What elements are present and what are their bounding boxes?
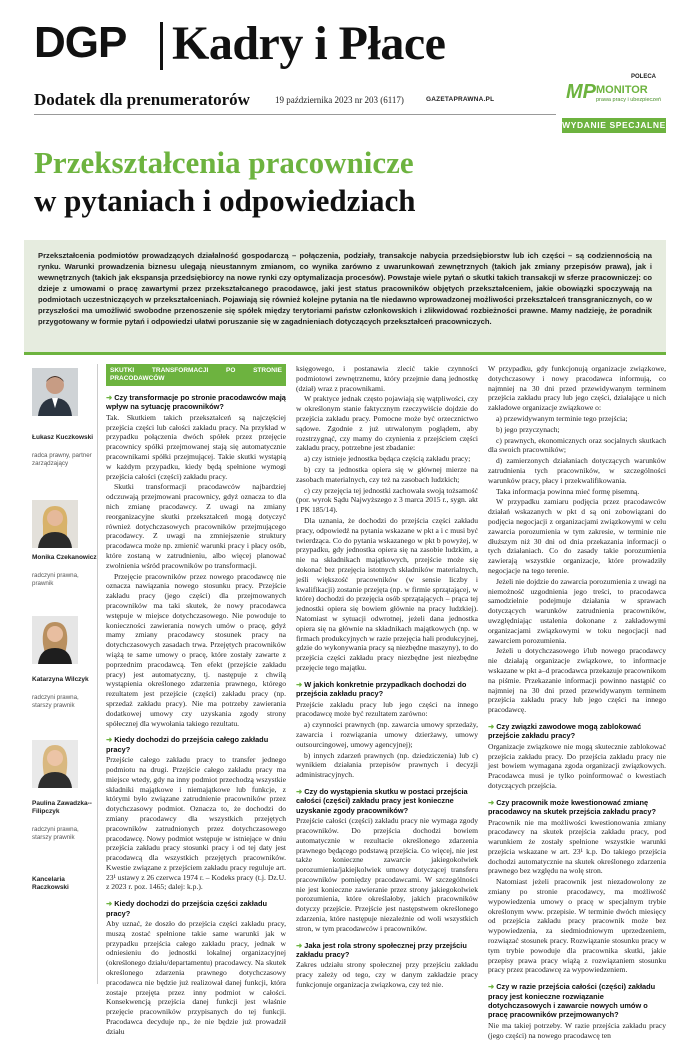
answer-paragraph: a) czy istnieje jednostka będąca częścią zakładu pracy; <box>304 454 471 464</box>
question: ➜ W jakich konkretnie przypadkach dochodzi do przejścia zakładu pracy? <box>296 679 467 699</box>
answer-paragraph: c) czy przejęcia tej jednostki zachowała swoją tożsamość (por. wyrok Sądu Najwyższego z 3 marca 2015 r., sygn. akt I PK 185/14). <box>296 485 478 515</box>
author-name: Kancelaria Raczkowski <box>32 876 69 891</box>
arrow-icon: ➜ <box>296 786 303 796</box>
question: ➜ Czy do wystąpienia skutku w postaci przejścia całości (części) zakładu pracy jest konieczne uzyskanie zgody pracowników? <box>296 786 468 815</box>
answer-paragraph: Skutki transformacji pracodawców najbardziej odczuwają przejmowani pracownicy, gdyż oznacza to dla nich zmianę pracodawcy. Z uwagi na zmiany reorganizacyjne skutki przekształceń mogą dotyczyć również dotychczasowych pracowników przejmującego pracodawcy. Z uwagi na zmniejszenie struktury pracodawca może np. zmienić warunki pracy i płacy osób, które zostaną w zatrudnieniu, albo więcej planować zwolnienia wśród pracowników po transformacji. <box>106 482 286 570</box>
answer-paragraph: c) prawnych, ekonomicznych oraz socjalnych skutkach dla swoich pracowników; <box>488 435 666 455</box>
author-name: Katarzyna Wilczyk <box>32 676 89 683</box>
monitor-tagline: prawa pracy i ubezpieczeń <box>596 97 662 103</box>
answer-paragraph: Natomiast jeżeli pracownik jest niezadowolony ze zmiany po stronie pracodawcy, ma możliwość wypowiedzenia umowy o pracę w specjalnym trybie określonym www. przepisie. W terminie dwóch miesięcy od przejścia zakładu pracy pracownik może bez wypowiedzenia, za siedmiodniowym uprzedzeniem, rozwiązać stosunek pracy. Rozwiązanie stosunku pracy w tym trybie powoduje dla pracownika skutki, jakie przepisy prawa pracy wiążą z rozwiązaniem stosunku pracy przez pracodawcę za wypowiedzeniem. <box>488 877 666 975</box>
special-edition-badge: WYDANIE SPECJALNE <box>562 118 666 133</box>
answer-paragraph: Jeżeli nie dojdzie do zawarcia porozumienia z uwagi na niemożność uzgodnienia jego treści, to pracodawca samodzielnie podejmuje działania w sprawach dotyczących warunków zatrudnienia pracowników, uwzględniając ustalenia dokonane z zakładowymi organizacjami związkowymi w toku negocjacji nad zawarciem porozumienia. <box>488 576 666 645</box>
author-role: radczyni prawna, starszy prawnik <box>32 694 79 709</box>
author-role: radczyni prawna, prawnik <box>32 572 79 587</box>
answer-paragraph: Przejęcie pracowników przez nowego pracodawcę nie oznacza nawiązania nowego stosunku pracy. Przejście zakładu pracy (jego części) dla przejmowanych pracowników ma taki skutek, że nowy pracodawca wstępuje w miejsce dotychczasowego. Nie powoduje to konieczności zawierania nowych umów o pracę, gdyż mamy zmiany pracodawcy stosunek pracy na dotychczasowych zasadach trwa. Przejętych pracowników wiążą te same umowy o pracę, które zostały zawarte z poprzednim pracodawcą. Ten efekt (przejście zakładu pracy) jest automatyczny, tj. następuje z chwilą wystąpienia określonego zdarzenia prawnego, którego rezultatem jest przejście (części) zakładu pracy (np. sprzedaż zakładu pracy). Nie ma potrzeby zawierania dodatkowej umowy czy uzyskania zgody strony spółecznej dla wywołania takiego rezultatu. <box>106 571 286 728</box>
answer-paragraph: Przejście całego zakładu pracy to transfer jednego podmiotu na drugi. Przejście całego zakładu pracy ma miejsce wtedy, gdy na inny podmiot przechodzą wszystkie składniki majątkowe i niemajątkowe lub funkcje, z którymi było związane zatrudnienie pracowników przez dotychczasowy podmiot. Oznacza to, że dochodzi do zmiany pracodawcy dla wszystkich przejętych pracowników zatrudnionych przez dotychczasowego pracodawcę. Nowy podmiot wstępuje w istniejące w dniu przejścia zakładu pracy stosunki pracy i od tej daty jest pracodawcą dla wszystkich przejętych pracowników. Kwestie związane z przejściem zakładu pracy reguluje art. 23¹ ustawy z 26 czerwca 1974 r. – Kodeks pracy (t.j. Dz.U. z 2023 r. poz. 1465; dalej: k.p.). <box>106 755 286 892</box>
author-portrait <box>32 616 78 664</box>
question: ➜ Czy pracownik może kwestionować zmianę pracodawcy na skutek przejścia zakładu pracy? <box>488 797 657 817</box>
answer-paragraph: Zakres udziału strony społecznej przy przejściu zakładu pracy zależy od tego, czy w danym zakładzie pracy funkcjonuje organizacja związkowa, czy też nie. <box>296 960 478 990</box>
arrow-icon: ➜ <box>488 982 495 992</box>
answer-paragraph: Nie ma takiej potrzeby. W razie przejścia zakładu pracy (jego części) na nowego pracodawcę ten <box>488 1020 666 1040</box>
question: ➜ Jaka jest rola strony społecznej przy przejściu zakładu pracy? <box>296 940 467 960</box>
answer-paragraph: Przejście całości (części) zakładu pracy nie wymaga zgody pracowników. Do przejścia dochodzi bowiem automatycznie w rezultacie określonego zdarzenia prawnego będącego podstawą przejścia. Co więcej, nie jest także konieczne zawarcie jakiegokolwiek porozumienia/jakiejkolwiek umowy dotyczącej transferu pracowników pomiędzy pracodawcami. W szczególności nie jest konieczne zawieranie przez strony jakiegokolwiek porozumienia, które określałoby, jakich pracowników dotyczy przejście. Przejście jest następstwem określonego zdarzenia, które następuje niezależnie od woli wszystkich stron, w tym pracodawców i pracowników. <box>296 816 478 933</box>
monitor-mp-mark: MP <box>566 81 596 103</box>
monitor-name: MONITOR <box>596 84 648 96</box>
masthead <box>34 16 654 78</box>
answer-paragraph: b) czy ta jednostka opiera się w głównej mierze na zasobach materialnych, czy też na zasobach ludzkich; <box>296 464 478 484</box>
author-role: radczyni prawna, starszy prawnik <box>32 826 79 841</box>
article-column-2 <box>296 364 478 990</box>
question: ➜ Czy związki zawodowe mogą zablokować przejście zakładu pracy? <box>488 721 642 741</box>
article-column-1 <box>106 364 286 1036</box>
question: ➜ Kiedy dochodzi do przejścia części zakładu pracy? <box>106 899 267 918</box>
lead-paragraph: Przekształcenia podmiotów prowadzących działalność gospodarczą – połączenia, podziały, transakcje nabycia przedsiębiorstw lub ich części – są codziennością na rynku. Warunki prowadzenia biznesu ulegają nieustannym zmianom, co wynika zarówno z uwarunkowań zewnętrznych (takich jak zmiany przepisów prawa), jak i wewnętrznych (takich jak ekspansja przedsiębiorcy na nowe rynki czy optymalizacja procesów). Powstaje wiele pytań o skutki takich transakcji w sferze pracowniczej: co dzieje z umowami o pracę zawartymi przez przekształcanego pracodawcę, jaki jest status pracowników objętych przekształceniem, jakie obowiązki spoczywają na podmiotach uczestniczących w przekształceniach. Pojawiają się również kolejne pytania na tle niedawno wprowadzonej możliwości przekształceń transgranicznych, co w przyszłości ma umożliwić swobodne przenoszenie się spółek między terytoriami państw członkowskich i zlikwidować rozbieżności prawne. Mamy nadzieję, że poradnik przygotowany w formie pytań i odpowiedzi ułatwi poruszanie się w zagadnieniach dotyczących przekształceń pracowniczych. <box>24 240 666 352</box>
site-link[interactable]: GAZETAPRAWNA.PL <box>426 96 495 103</box>
headline-line-1: Przekształcenia pracownicze <box>34 145 414 180</box>
lead-underline <box>24 352 666 355</box>
author-portrait <box>32 368 78 416</box>
author-name: Monika Czekanowicz <box>32 554 97 561</box>
answer-paragraph: Przejście zakładu pracy lub jego części na innego pracodawcę może być rezultatem zarówno: <box>296 699 478 719</box>
answer-paragraph: b) jego przyczynach; <box>496 424 560 434</box>
arrow-icon: ➜ <box>106 735 113 745</box>
answer-paragraph: W przypadku zamiaru podjęcia przez pracodawców działań wskazanych w pkt d są oni zobowiązani do podjęcia negocjacji z organizacjami związkowymi w celu zawarcia porozumienia w tym zakresie, w terminie nie dłuższym niż 30 dni od dnia przekazania informacji o tych działaniach. Co do zasady takie porozumienia zawierają wszystkie organizacje, które prowadziły negocjacje na tego terenie. <box>488 497 666 575</box>
author-role: radca prawny, partner zarządzający <box>32 452 92 467</box>
answer-paragraph: Dla uznania, że dochodzi do przejścia części zakładu pracy, odpowiedź na pytania wskazane w pkt a i c musi być twierdząca. Co do pytania wskazanego w pkt b powyżej, w przypadku, gdy jednostka opiera się na zasobie ludzkim, a nie na składnikach majątkowych, przejście może się dokonać bez przejęcia istotnych składników materialnych, jeśli większość pracowników (w sensie liczby i kwalifikacji) zostanie przejęta (np. w firmie sprzątającej, w które) dochodzi do przejęcia osób sprzątających – prąca tej jednostki opiera się bowiem głównie na pracy ludzkiej). Natomiast w sytuacji odwrotnej, jeżeli dana jednostka opiera się na głównie na składnikach majątkowych (np. w firmach produkcyjnych w razie przejęcia hali produkcyjnej, gdzie do wykonywania pracy są niezbędne maszyny), to do przejścia części zakładu pracy niezbędne jest niezbędne przejęcie tego majątku. <box>296 515 478 672</box>
headline-line-2: w pytaniach i odpowiedziach <box>34 183 416 218</box>
question: ➜ Kiedy dochodzi do przejścia całego zakładu pracy? <box>106 735 269 754</box>
answer-paragraph: Taka informacja powinna mieć formę pisemną. <box>496 486 640 496</box>
answer-paragraph: Organizacje związkowe nie mogą skutecznie zablokować przejścia zakładu pracy. Do przejścia zakładu pracy nie jest bowiem wymagana zgoda organizacji związkowych. Pracodawca musi je tylko poinformować o kwestiach dotyczących przejścia. <box>488 741 666 790</box>
answer-paragraph: Aby uznać, że doszło do przejścia części zakładu pracy, muszą zostać spełnione takie same warunki jak w przypadku przejścia całego zakładu pracy, jednak w odniesieniu do jednostki lokalnej organizacyjnej (określonego działu/departamentu) pracodawcy. Na skutek określonego zdarzenia prawnego dotychczasowy pracodawca nie będzie już realizował danej funkcji, która zostaje przejęta przez inny podmiot w całości. Konsekwencją przejścia danej funkcji jest właśnie przejęcie pracowników przypisanych do tej funkcji. Pracodawca decyduje np., że nie będzie już prowadził działu <box>106 919 286 1036</box>
arrow-icon: ➜ <box>488 721 495 731</box>
author-name: Łukasz Kuczkowski <box>32 434 94 441</box>
author-portrait <box>32 500 78 548</box>
monitor-polecamy: POLECA <box>630 74 656 80</box>
issue-date: 19 października 2023 nr 203 (6117) <box>275 95 404 105</box>
answer-paragraph: b) innych zdarzeń prawnych (np. dziedziczenia) lub c) wynikiem działania przepisów prawnych i decyzji administracyjnych. <box>296 750 478 780</box>
arrow-icon: ➜ <box>106 393 113 402</box>
publication-title: Kadry i Płace <box>172 17 446 70</box>
arrow-icon: ➜ <box>106 899 113 909</box>
headline <box>34 144 664 220</box>
authors-column <box>24 364 98 984</box>
author-name: Paulina Zawadzka--Filipczyk <box>32 800 92 815</box>
dgp-logo: DGP <box>34 18 127 67</box>
section-tag: SKUTKI TRANSFORMACJI PO STRONIE PRACODAWCÓW <box>106 364 286 386</box>
author-portrait <box>32 740 78 788</box>
monitor-logo <box>566 74 666 114</box>
answer-paragraph: Pracownik nie ma możliwości kwestionowania zmiany pracodawcy na skutek przejścia zakładu pracy, pod warunkiem że zostały spełnione wszystkie warunki przejścia wskazane w art. 23¹ k.p. Do takiego przejścia dochodzi automatycznie na skutek określonego zdarzenia prawnego bez względu na wolę stron. <box>488 817 666 876</box>
arrow-icon: ➜ <box>488 797 495 807</box>
answer-paragraph: księgowego, i postanawia zlecić takie czynności podmiotowi zewnętrznemu, który przejmie daną jednostkę (dział) wraz z pracownikami. <box>296 364 478 393</box>
answer-paragraph: W praktyce jednak często pojawiają się wątpliwości, czy w określonym stanie faktycznym rzeczywiście dojdzie do przejścia zakładu pracy. Pomocne może być orzecznictwo sądowe. Zgodnie z już utrwalonym poglądem, aby rozstrzygnąć, czy mamy do czynienia z przejściem części zakładu pracy, potrzebne jest zbadanie: <box>296 394 478 453</box>
supplement-label: Dodatek dla prenumeratorów <box>34 90 250 109</box>
arrow-icon: ➜ <box>296 940 303 950</box>
answer-paragraph: W przypadku, gdy funkcjonują organizacje związkowe, dotychczasowy i nowy pracodawca informują, co najmniej na 30 dni przed przewidywanym terminem przejścia zakładu pracy lub jego części, działające u nich zakładowe organizacje związkowe o: <box>488 364 666 413</box>
answer-paragraph: d) zamierzonych działaniach dotyczących warunków zatrudnienia tych pracowników, w szczególności warunków pracy, płacy i przekwalifikowania. <box>488 456 666 485</box>
article-column-3 <box>488 364 666 1040</box>
answer-paragraph: Jeżeli u dotychczasowego i/lub nowego pracodawcy nie działają organizacje związkowe, to informacje wskazane w pkt a–d pracodawca przekazuje pracownikom na piśmie. Przekazanie informacji powinno nastąpić co najmniej na 30 dni przed przewidywanym terminem przejścia zakładu pracy lub jego części na innego pracodawcę. <box>488 646 666 715</box>
arrow-icon: ➜ <box>296 679 303 689</box>
subline <box>34 90 654 110</box>
masthead-rule <box>34 114 556 115</box>
answer-paragraph: Tak. Skutkiem takich przekształceń są najczęściej przejścia części lub całości zakładu pracy. Na przykład w przypadku połączenia dwóch spółek przez przejęcie pracownicy spółki przejmowanej stają się automatycznie pracownikami spółki przejmującej. Takie skutki wystąpią w każdym przypadku, kiedy będą spełnione wymogi przejścia całości (części) zakładu pracy. <box>106 412 286 481</box>
question: ➜ Czy w razie przejścia całości (części) zakładu pracy jest konieczne rozwiązanie dotychczasowych i zawarcie nowych umów o pracę pracowników przejmowanych? <box>488 982 656 1020</box>
masthead-divider <box>160 22 163 70</box>
question: ➜ Czy transformacje po stronie pracodawców mają wpływ na sytuację pracowników? <box>106 393 286 412</box>
answer-paragraph: a) czynności prawnych (np. zawarcia umowy sprzedaży, zawarcia i rozwiązania umowy dzierżawy, umowy outsourcingowej, umowy agencyjnej); <box>296 720 478 749</box>
answer-paragraph: a) przewidywanym terminie tego przejścia; <box>496 413 628 423</box>
